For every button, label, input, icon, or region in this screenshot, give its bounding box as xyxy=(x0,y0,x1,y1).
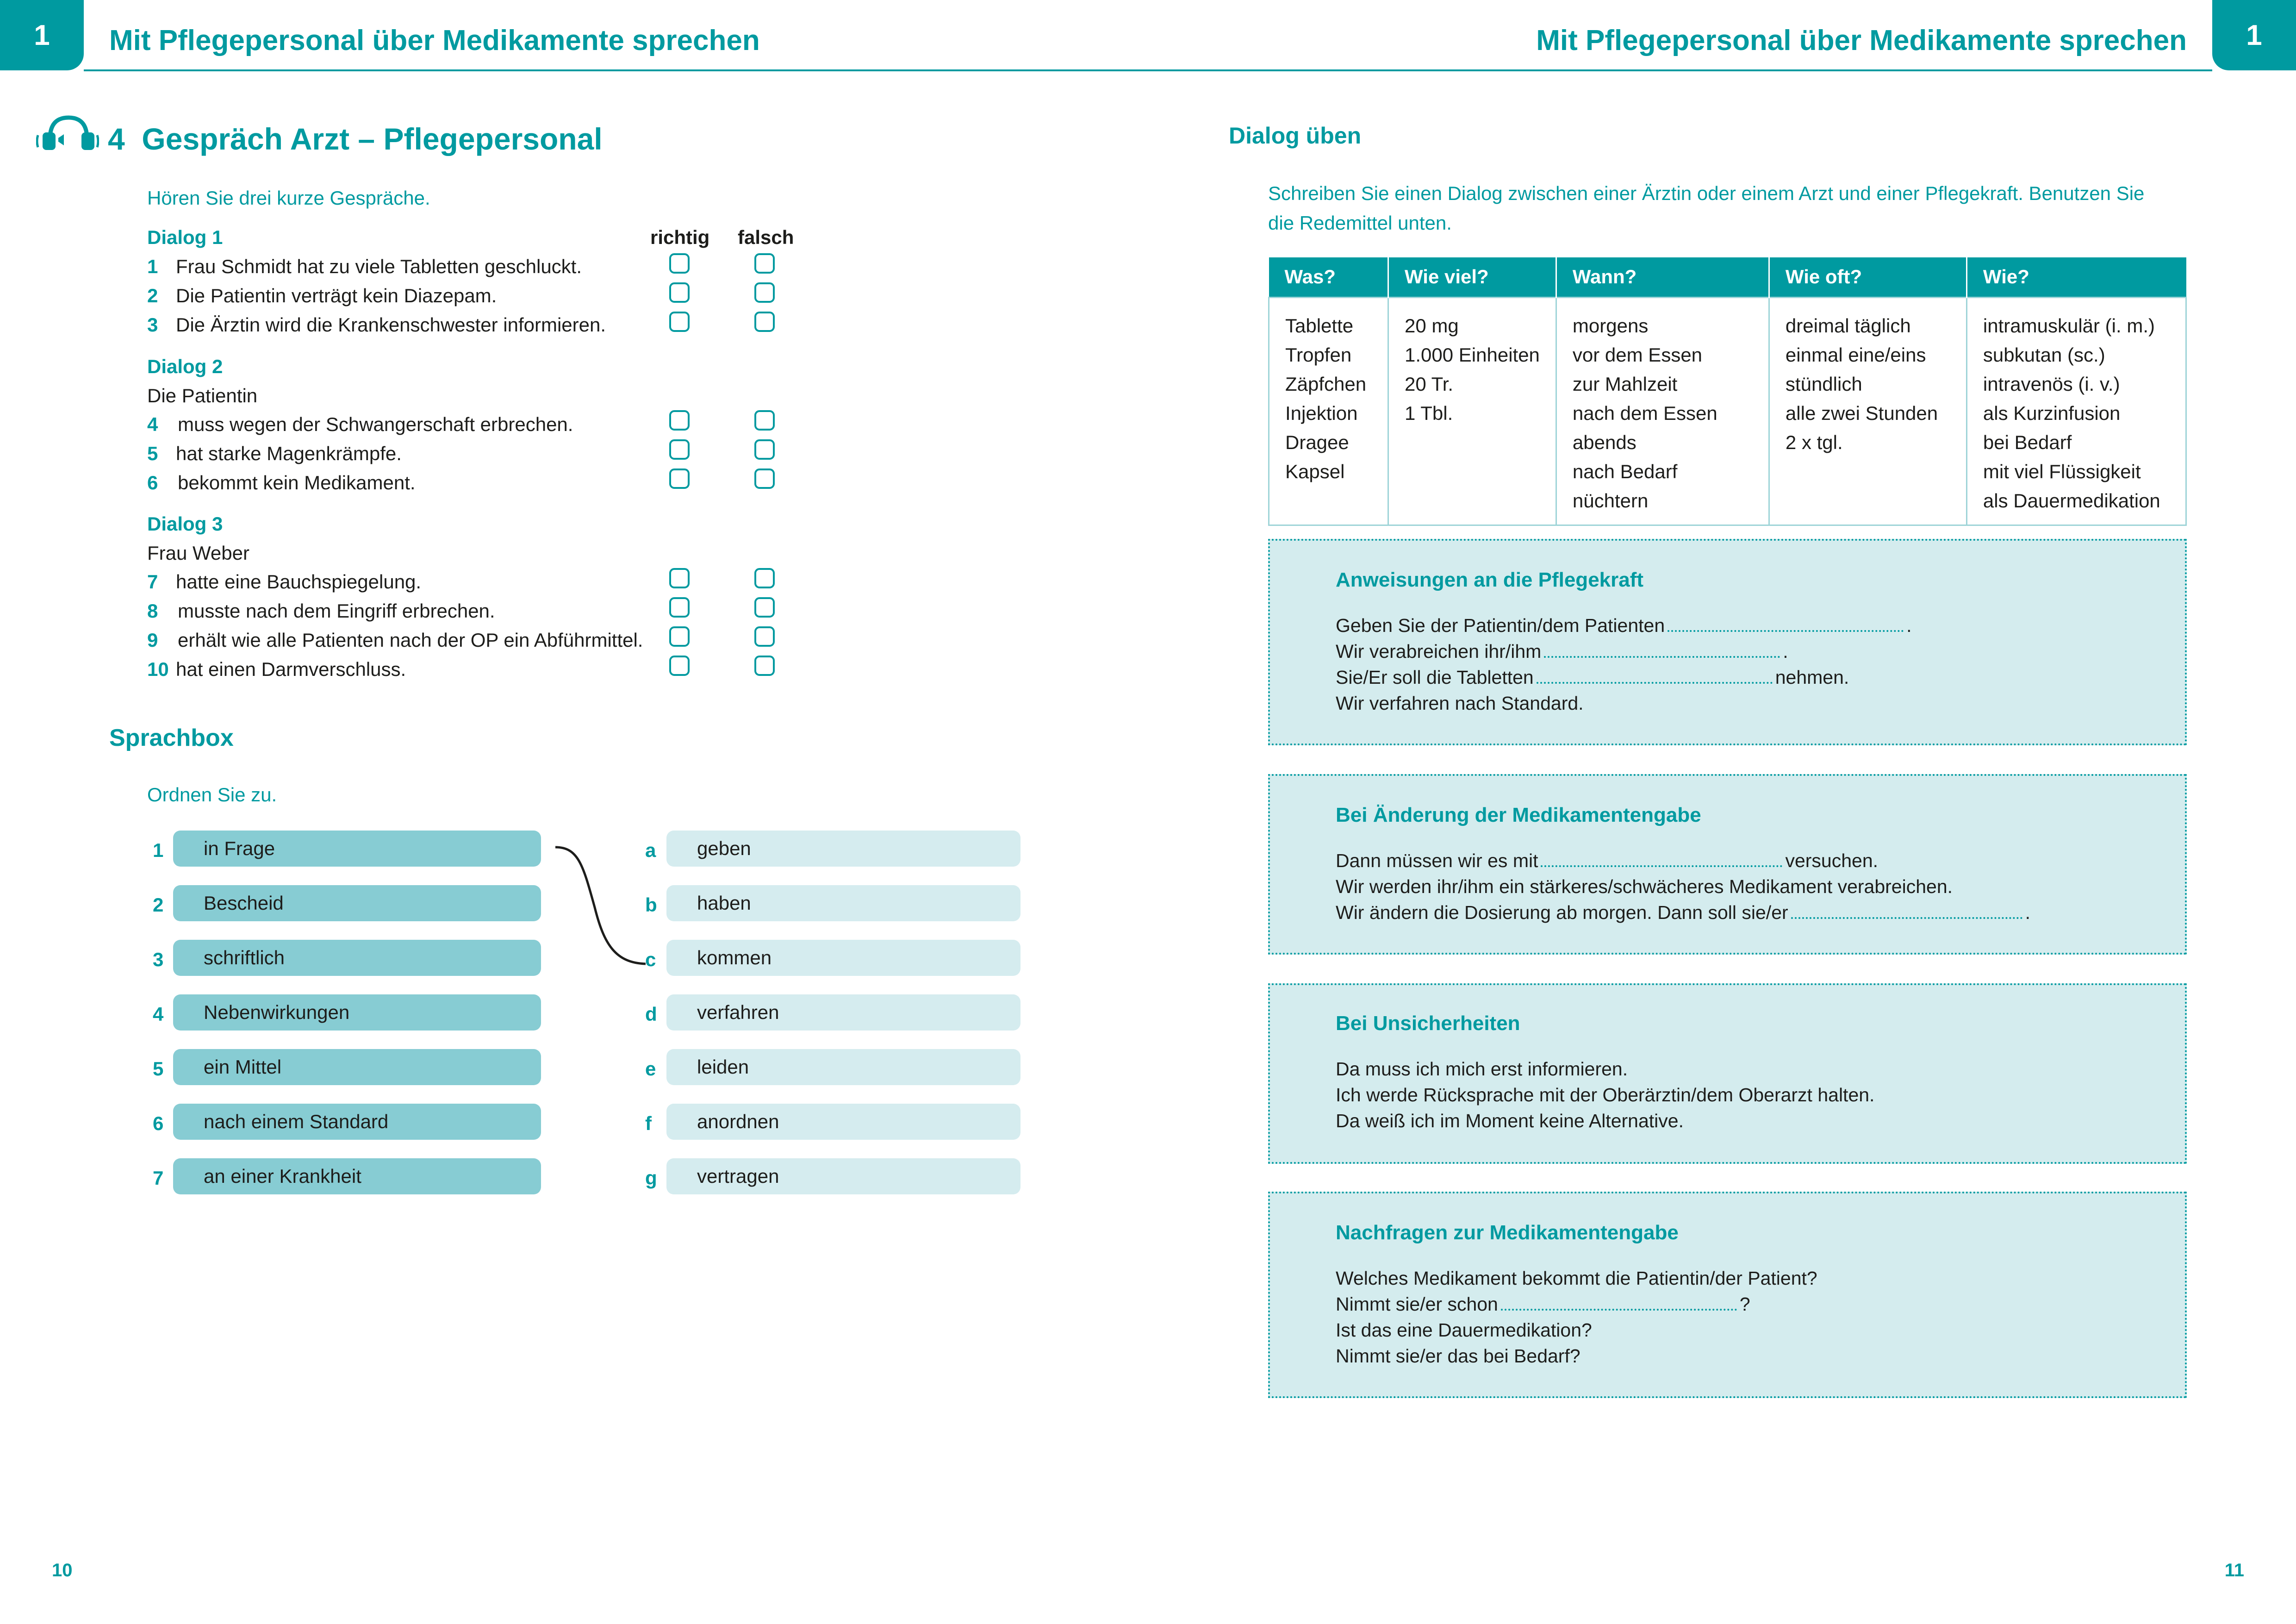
fill-in-blank[interactable] xyxy=(1544,644,1780,658)
box-aenderung-line: Wir werden ihr/ihm ein stärkeres/schwächeres Medikament verabreichen. xyxy=(1336,876,1953,897)
box-unsicherheiten-line: Ich werde Rücksprache mit der Oberärztin/dem Oberarzt halten. xyxy=(1336,1084,1875,1106)
dialog3-item: 9 erhält wie alle Patienten nach der OP ein Abführmittel. xyxy=(147,629,643,651)
box-aenderung-line: Wir ändern die Dosierung ab morgen. Dann soll sie/er . xyxy=(1336,902,2031,923)
dialog1-item: 3 Die Ärztin wird die Krankenschwester informieren. xyxy=(147,314,606,336)
checkbox-richtig-2[interactable] xyxy=(669,282,690,303)
table-cell: nach Bedarf xyxy=(1572,460,1678,482)
table-cell: als Kurzinfusion xyxy=(1983,402,2121,424)
match-right-letter: b xyxy=(645,894,657,916)
box-nachfragen-title: Nachfragen zur Medikamentengabe xyxy=(1336,1221,1679,1244)
checkbox-falsch-3[interactable] xyxy=(754,312,775,332)
box-unsicherheiten xyxy=(1268,983,2187,1164)
table-cell: dreimal täglich xyxy=(1785,314,1911,337)
dialog3-title: Dialog 3 xyxy=(147,513,223,535)
fill-in-blank[interactable] xyxy=(1791,905,2022,919)
table-column-wann xyxy=(1556,297,1769,525)
checkbox-richtig-1[interactable] xyxy=(669,253,690,274)
table-cell: Injektion xyxy=(1285,402,1358,424)
box-anweisungen-line: Wir verfahren nach Standard. xyxy=(1336,693,1584,714)
table-column-wie-oft xyxy=(1769,297,1966,525)
sprachbox-title: Sprachbox xyxy=(109,725,234,751)
box-nachfragen-line: Nimmt sie/er schon ? xyxy=(1336,1293,1750,1315)
match-left-item[interactable]: nach einem Standard xyxy=(173,1104,541,1140)
match-right-letter: d xyxy=(645,1003,657,1025)
table-cell: stündlich xyxy=(1785,373,1862,395)
table-cell: vor dem Essen xyxy=(1572,344,1703,366)
match-right-letter: e xyxy=(645,1058,656,1080)
table-cell: nüchtern xyxy=(1572,489,1649,512)
match-right-letter: f xyxy=(645,1112,652,1134)
checkbox-richtig-6[interactable] xyxy=(669,468,690,489)
match-left-number: 6 xyxy=(153,1112,164,1134)
match-left-item[interactable]: ein Mittel xyxy=(173,1049,541,1085)
exercise-number: 4 xyxy=(108,122,125,156)
box-nachfragen-line: Ist das eine Dauermedikation? xyxy=(1336,1319,1592,1341)
table-cell: 20 mg xyxy=(1405,314,1459,337)
match-right-item[interactable]: anordnen xyxy=(666,1104,1020,1140)
match-right-item[interactable]: geben xyxy=(666,831,1020,867)
redemittel-table xyxy=(1268,257,2187,526)
table-cell: 1 Tbl. xyxy=(1405,402,1453,424)
exercise-title-text: Gespräch Arzt – Pflegepersonal xyxy=(142,122,603,156)
dialog2-item: 4 muss wegen der Schwangerschaft erbrechen. xyxy=(147,413,573,435)
table-cell: nach dem Essen xyxy=(1572,402,1717,424)
box-aenderung-line: Dann müssen wir es mit versuchen. xyxy=(1336,850,1879,871)
fill-in-blank[interactable] xyxy=(1668,618,1904,632)
headphones-icon xyxy=(36,111,99,153)
table-cell: intravenös (i. v.) xyxy=(1983,373,2120,395)
dialog2-item: 6 bekommt kein Medikament. xyxy=(147,472,416,493)
table-header-wie-oft: Wie oft? xyxy=(1769,257,1966,297)
dialog1-title: Dialog 1 xyxy=(147,226,223,248)
table-header-wie: Wie? xyxy=(1966,257,2186,297)
checkbox-falsch-1[interactable] xyxy=(754,253,775,274)
match-left-item[interactable]: an einer Krankheit xyxy=(173,1158,541,1194)
dialog-ueben-title: Dialog üben xyxy=(1229,123,1362,149)
box-anweisungen-line: Geben Sie der Patientin/dem Patienten . xyxy=(1336,615,1912,636)
match-right-item[interactable]: vertragen xyxy=(666,1158,1020,1194)
match-left-item[interactable]: in Frage xyxy=(173,831,541,867)
dialog2-item: 5 hat starke Magenkrämpfe. xyxy=(147,443,402,464)
box-nachfragen-line: Nimmt sie/er das bei Bedarf? xyxy=(1336,1345,1580,1367)
table-cell: 1.000 Einheiten xyxy=(1405,344,1540,366)
match-right-letter: a xyxy=(645,839,656,861)
fill-in-blank[interactable] xyxy=(1541,853,1782,867)
box-anweisungen-line: Wir verabreichen ihr/ihm . xyxy=(1336,641,1788,662)
checkbox-falsch-4[interactable] xyxy=(754,410,775,431)
match-right-item[interactable]: leiden xyxy=(666,1049,1020,1085)
table-cell: bei Bedarf xyxy=(1983,431,2072,453)
dialog3-item: 10 hat einen Darmverschluss. xyxy=(147,658,406,680)
dialog3-item: 8 musste nach dem Eingriff erbrechen. xyxy=(147,600,495,622)
column-header-falsch: falsch xyxy=(738,226,794,248)
page-number-left: 10 xyxy=(52,1560,73,1580)
table-cell: alle zwei Stunden xyxy=(1785,402,1938,424)
table-column-wie-viel xyxy=(1388,297,1556,525)
exercise-instruction: Hören Sie drei kurze Gespräche. xyxy=(147,187,430,209)
checkbox-falsch-5[interactable] xyxy=(754,439,775,460)
match-left-item[interactable]: Bescheid xyxy=(173,885,541,921)
dialog1-item: 2 Die Patientin verträgt kein Diazepam. xyxy=(147,285,497,306)
fill-in-blank[interactable] xyxy=(1501,1297,1737,1311)
match-left-number: 4 xyxy=(153,1003,164,1025)
table-cell: Kapsel xyxy=(1285,460,1345,482)
checkbox-falsch-8[interactable] xyxy=(754,597,775,618)
checkbox-falsch-7[interactable] xyxy=(754,568,775,588)
checkbox-falsch-2[interactable] xyxy=(754,282,775,303)
dialog1-item: 1 Frau Schmidt hat zu viele Tabletten geschluckt. xyxy=(147,256,582,277)
table-cell: abends xyxy=(1572,431,1636,453)
box-anweisungen-title: Anweisungen an die Pflegekraft xyxy=(1336,568,1644,591)
box-nachfragen-line: Welches Medikament bekommt die Patientin/der Patient? xyxy=(1336,1268,1817,1289)
table-cell: als Dauermedikation xyxy=(1983,489,2160,512)
sprachbox-instruction: Ordnen Sie zu. xyxy=(147,784,277,806)
box-unsicherheiten-line: Da muss ich mich erst informieren. xyxy=(1336,1058,1628,1080)
dialog2-intro: Die Patientin xyxy=(147,385,258,406)
header-rule-left xyxy=(84,69,1190,71)
checkbox-richtig-3[interactable] xyxy=(669,312,690,332)
header-title-right: Mit Pflegepersonal über Medikamente sprechen xyxy=(1536,25,2187,56)
match-connector-line xyxy=(551,838,653,972)
match-left-item[interactable]: schriftlich xyxy=(173,940,541,976)
table-header-wann: Wann? xyxy=(1556,257,1769,297)
table-cell: subkutan (sc.) xyxy=(1983,344,2105,366)
box-nachfragen xyxy=(1268,1192,2187,1398)
checkbox-richtig-9[interactable] xyxy=(669,626,690,647)
dialog3-item: 7 hatte eine Bauchspiegelung. xyxy=(147,571,422,593)
checkbox-richtig-10[interactable] xyxy=(669,656,690,676)
match-left-item[interactable]: Nebenwirkungen xyxy=(173,994,541,1031)
checkbox-falsch-6[interactable] xyxy=(754,468,775,489)
match-right-item[interactable]: verfahren xyxy=(666,994,1020,1031)
exercise-title xyxy=(108,121,603,156)
table-cell: 20 Tr. xyxy=(1405,373,1454,395)
match-left-number: 2 xyxy=(153,894,164,916)
box-aenderung-title: Bei Änderung der Medikamentengabe xyxy=(1336,804,1701,826)
checkbox-richtig-7[interactable] xyxy=(669,568,690,588)
header-rule-right xyxy=(1106,69,2212,71)
column-header-richtig: richtig xyxy=(650,226,710,248)
box-unsicherheiten-line: Da weiß ich im Moment keine Alternative. xyxy=(1336,1110,1684,1131)
match-left-number: 3 xyxy=(153,949,164,970)
table-column-was xyxy=(1269,297,1388,525)
table-cell: Zäpfchen xyxy=(1285,373,1367,395)
table-column-wie xyxy=(1966,297,2186,525)
table-cell: Dragee xyxy=(1285,431,1349,453)
match-left-number: 5 xyxy=(153,1058,164,1080)
checkbox-falsch-10[interactable] xyxy=(754,656,775,676)
table-header-wie-viel: Wie viel? xyxy=(1388,257,1556,297)
match-right-letter: c xyxy=(645,949,656,970)
dialog3-intro: Frau Weber xyxy=(147,542,249,564)
box-aenderung xyxy=(1268,774,2187,955)
table-cell: 2 x tgl. xyxy=(1785,431,1843,453)
match-right-letter: g xyxy=(645,1167,657,1189)
chapter-tab-right: 1 xyxy=(2212,0,2296,70)
box-anweisungen-line: Sie/Er soll die Tabletten nehmen. xyxy=(1336,667,1849,688)
table-cell: Tropfen xyxy=(1285,344,1352,366)
page-number-right: 11 xyxy=(2224,1560,2244,1580)
match-left-number: 7 xyxy=(153,1167,164,1189)
checkbox-richtig-8[interactable] xyxy=(669,597,690,618)
checkbox-richtig-4[interactable] xyxy=(669,410,690,431)
header-title-left: Mit Pflegepersonal über Medikamente sprechen xyxy=(109,25,760,56)
table-cell: einmal eine/eins xyxy=(1785,344,1926,366)
dialog-ueben-instruction-2: die Redemittel unten. xyxy=(1268,212,1452,234)
table-cell: mit viel Flüssigkeit xyxy=(1983,460,2141,482)
table-cell: Tablette xyxy=(1285,314,1354,337)
checkbox-falsch-9[interactable] xyxy=(754,626,775,647)
fill-in-blank[interactable] xyxy=(1537,670,1773,684)
match-right-item[interactable]: kommen xyxy=(666,940,1020,976)
checkbox-richtig-5[interactable] xyxy=(669,439,690,460)
match-left-number: 1 xyxy=(153,839,164,861)
dialog2-title: Dialog 2 xyxy=(147,356,223,377)
table-cell: intramuskulär (i. m.) xyxy=(1983,314,2155,337)
table-cell: zur Mahlzeit xyxy=(1572,373,1678,395)
box-anweisungen xyxy=(1268,539,2187,745)
match-right-item[interactable]: haben xyxy=(666,885,1020,921)
chapter-tab-left: 1 xyxy=(0,0,84,70)
table-cell: morgens xyxy=(1572,314,1649,337)
dialog-ueben-instruction-1: Schreiben Sie einen Dialog zwischen einer Ärztin oder einem Arzt und einer Pflegekraft. Benutzen Sie xyxy=(1268,182,2145,204)
box-unsicherheiten-title: Bei Unsicherheiten xyxy=(1336,1012,1520,1035)
table-header-was: Was? xyxy=(1269,257,1388,297)
